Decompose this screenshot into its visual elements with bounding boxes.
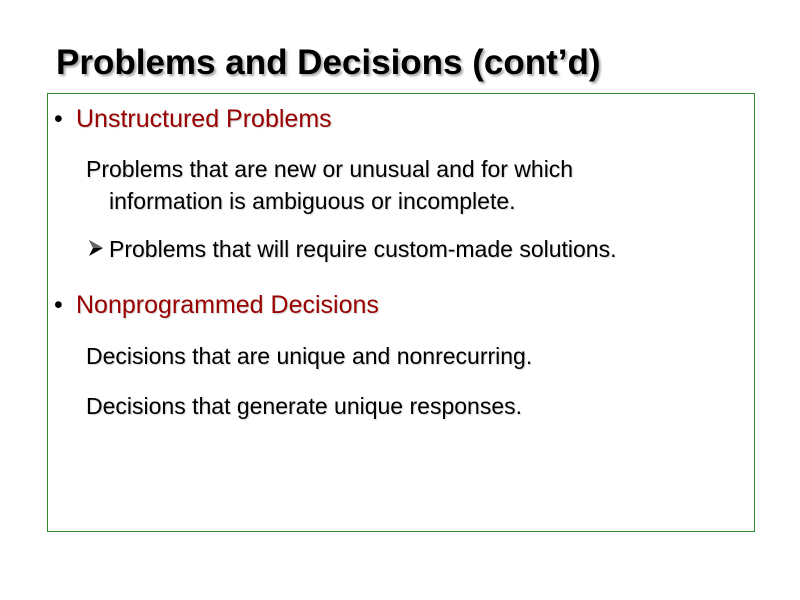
bullet-dot-icon: •	[54, 105, 63, 133]
definition-line: Decisions that generate unique responses.	[86, 393, 523, 419]
sub-point: Problems that will require custom-made solutions.	[109, 236, 617, 262]
definition-line: information is ambiguous or incomplete.	[109, 188, 516, 214]
definition-line: Problems that are new or unusual and for which	[86, 156, 574, 182]
slide-title: Problems and Decisions (cont’d)	[56, 43, 601, 82]
section-heading-unstructured-problems: Unstructured Problems	[76, 105, 332, 133]
section-heading-nonprogrammed-decisions: Nonprogrammed Decisions	[76, 291, 379, 319]
bullet-dot-icon: •	[54, 291, 63, 319]
arrowhead-right-icon	[87, 239, 105, 257]
definition-line: Decisions that are unique and nonrecurring.	[86, 343, 533, 369]
